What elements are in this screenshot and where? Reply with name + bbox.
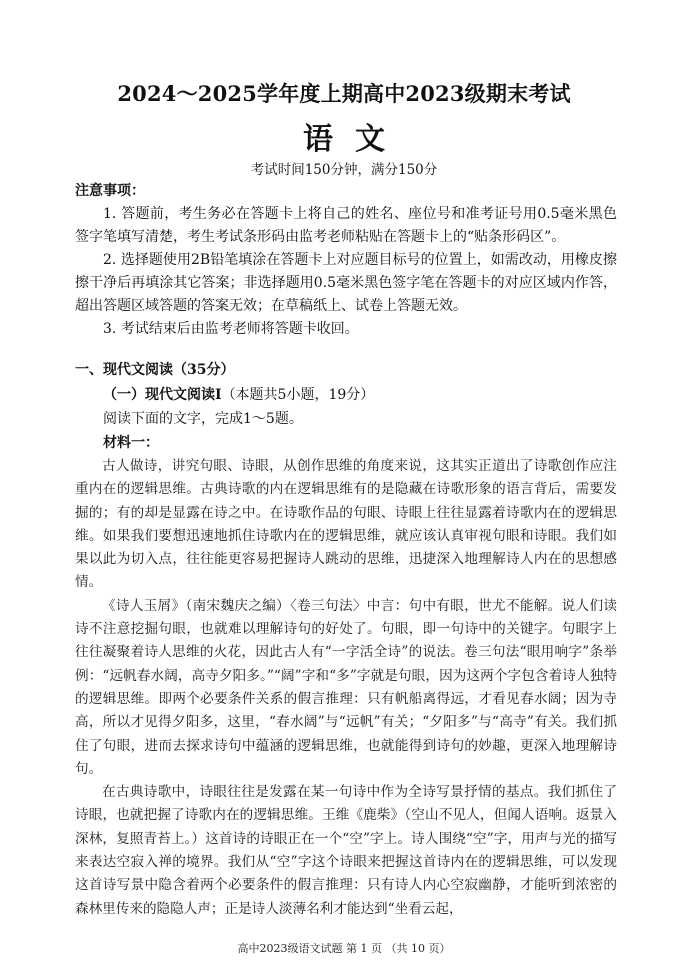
material-label: 材料一： (103, 435, 159, 451)
passage (75, 455, 617, 921)
subsection-note: （本题共5小题，19分） (221, 387, 375, 403)
passage-paragraph: 古人做诗，讲究句眼、诗眼，从创作思维的角度来说，这其实正道出了诗歌创作应注重内在的逻辑思维。古典诗歌的内在逻辑思维有的是隐藏在诗歌形象的语言背后，需要发掘的；有的却是显露在诗之中。在诗歌作品的句眼、诗眼上往往显露着诗歌内在的逻辑思维。如果我们要想迅速地抓住诗歌内在的逻辑思维，就应该认真审视句眼和诗眼。我们如果以此为切入点，往往能更容易把握诗人跳动的思维，迅捷深入地理解诗人内在的思想感情。 (75, 458, 617, 591)
notice-item: 3. 考试结束后由监考老师将答题卡收回。 (103, 321, 359, 337)
subsection-heading (75, 384, 617, 407)
passage-paragraph: 《诗人玉屑》（南宋魏庆之编）〈卷三句法〉中言：句中有眼，世尤不能解。说人们读诗不注意挖掘句眼，也就难以理解诗句的好处了。句眼，即一句诗中的关键字。句眼字上往往凝聚着诗人思维的火花，因此古人有“一字活全诗”的说法。卷三句法“眼用响字”条举例：“远帆春水阔，高寺夕阳多。”“阔”字和“多”字就是句眼，因为这两个字包含着诗人独特的逻辑思维。即两个必要条件关系的假言推理：只有帆船离得远，才看见春水阔；因为寺高，所以才见得夕阳多，这里，“春水阔”与“远帆”有关；“夕阳多”与“高寺”有关。我们抓住了句眼，进而去探求诗句中蕴涵的逻辑思维，也就能得到诗句的妙趣，更深入地理解诗句。 (75, 597, 617, 777)
notice-heading: 注意事项： (75, 183, 145, 199)
page-footer: 高中2023级语文试题 第 1 页 （共 10 页） (237, 942, 451, 955)
subject-title: 语文 (303, 122, 407, 157)
section-heading: 一、现代文阅读（35分） (75, 362, 235, 378)
subsection-title: （一）现代文阅读Ⅰ (103, 387, 222, 403)
exam-info: 考试时间150分钟，满分150分 (250, 162, 438, 178)
notice-item: 2. 选择题使用2B铅笔填涂在答题卡上对应题目标号的位置上，如需改动，用橡皮擦擦干净后再填涂其它答案；非选择题用0.5毫米黑色签字笔在答题卡的对应区域内作答，超出答题区域答题的答案无效；在草稿纸上、试卷上答题无效。 (75, 252, 617, 314)
notice-list (75, 203, 617, 341)
exam-title: 2024～2025学年度上期高中2023级期末考试 (117, 81, 571, 106)
notice-item: 1. 答题前，考生务必在答题卡上将自己的姓名、座位号和准考证号用0.5毫米黑色签字笔填写清楚，考生考试条形码由监考老师粘贴在答题卡上的“贴条形码区”。 (75, 206, 617, 245)
passage-paragraph: 在古典诗歌中，诗眼往往是发露在某一句诗中作为全诗写景抒情的基点。我们抓住了诗眼，也就把握了诗歌内在的逻辑思维。王维《鹿柴》（空山不见人，但闻人语响。返景入深林，复照青苔上。）这首诗的诗眼正在一个“空”字上。诗人围绕“空”字，用声与光的描写来表达空寂入禅的境界。我们从“空”字这个诗眼来把握这首诗内在的逻辑思维，可以发现这首诗写景中隐含着两个必要条件的假言推理：只有诗人内心空寂幽静，才能听到浓密的森林里传来的隐隐人声；正是诗人淡薄名利才能达到“坐看云起， (75, 784, 617, 917)
reading-instruction: 阅读下面的文字，完成1～5题。 (103, 411, 303, 427)
